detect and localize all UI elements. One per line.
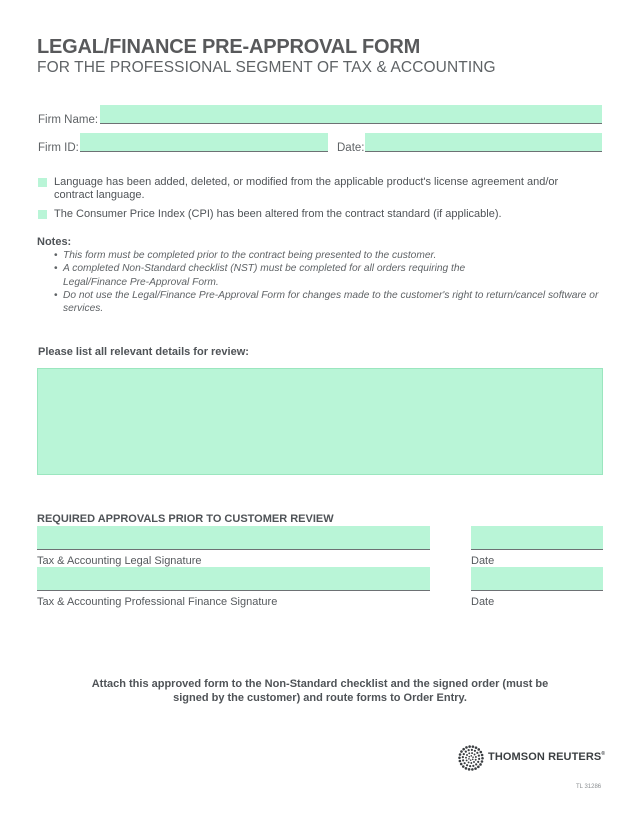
legal-signature-label: Tax & Accounting Legal Signature [37, 555, 202, 567]
cpi-change-checkbox[interactable] [38, 210, 47, 219]
details-textarea[interactable] [37, 368, 603, 475]
brand-name [488, 751, 605, 763]
note-item: • This form must be completed prior to the contract being presented to the customer. [54, 249, 599, 262]
finance-date-label: Date [471, 596, 495, 608]
finance-signature-field[interactable] [37, 567, 430, 591]
firm-id-label: Firm ID: [38, 142, 79, 154]
finance-signature-label: Tax & Accounting Professional Finance Signature [37, 596, 278, 608]
thomson-reuters-logo-icon [458, 745, 484, 771]
legal-date-label: Date [471, 555, 495, 567]
date-input[interactable] [365, 133, 602, 152]
form-code: TL 31286 [576, 784, 602, 790]
legal-date-field[interactable] [471, 526, 603, 550]
cpi-change-label: The Consumer Price Index (CPI) has been altered from the contract standard (if applicable). [54, 208, 502, 220]
form-subtitle: FOR THE PROFESSIONAL SEGMENT OF TAX & ACCOUNTING [37, 59, 496, 76]
date-label: Date: [337, 142, 365, 154]
notes-list [54, 249, 599, 315]
legal-signature-field[interactable] [37, 526, 430, 550]
license-change-checkbox[interactable] [38, 178, 47, 187]
finance-date-field[interactable] [471, 567, 603, 591]
note-item: • Do not use the Legal/Finance Pre-Approval Form for changes made to the customer's right to return/cancel software or services. [54, 289, 599, 316]
note-item: • A completed Non-Standard checklist (NST) must be completed for all orders requiring the Legal/Finance Pre-Approval Form. [54, 262, 494, 289]
brand-name-text: THOMSON REUTERS [488, 751, 602, 763]
routing-instructions: Attach this approved form to the Non-Standard checklist and the signed order (must be signed by the customer) and route forms to Order Entry. [91, 678, 549, 704]
firm-id-input[interactable] [80, 133, 328, 152]
license-change-label: Language has been added, deleted, or modified from the applicable product's license agreement and/or contract language. [54, 176, 559, 201]
notes-heading: Notes: [37, 236, 72, 248]
firm-name-label: Firm Name: [38, 114, 99, 126]
form-title: LEGAL/FINANCE PRE-APPROVAL FORM [37, 36, 421, 58]
details-label: Please list all relevant details for review: [38, 346, 249, 358]
firm-name-input[interactable] [100, 105, 602, 124]
brand-mark: ® [601, 751, 606, 757]
approvals-heading: REQUIRED APPROVALS PRIOR TO CUSTOMER REVIEW [37, 513, 334, 525]
